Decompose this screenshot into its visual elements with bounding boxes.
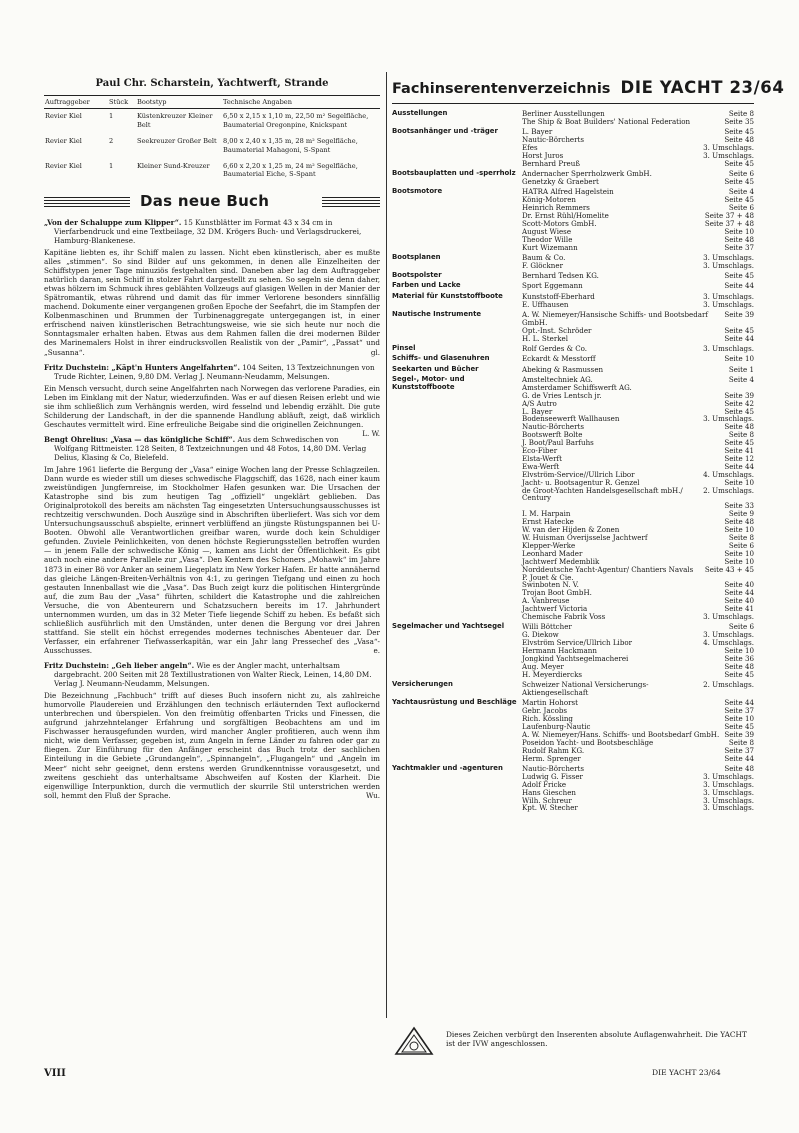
advertiser-name: Rich. Kössling	[522, 714, 573, 724]
list-item	[522, 301, 754, 309]
advertiser-name: Klepper-Werke	[522, 540, 576, 550]
header-rule-left	[44, 197, 130, 207]
review-book-title: Bengt Ohrelius: „Vasa — das königliche Schiff“.	[44, 434, 236, 444]
col-qty-header: Stück	[108, 96, 136, 109]
page-reference: Seite 8	[728, 430, 754, 440]
list-item	[522, 804, 754, 812]
category-entries	[522, 699, 754, 762]
directory-category	[392, 699, 754, 762]
directory-category	[392, 366, 754, 374]
category-name: Segelmacher und Yachtsegel	[392, 622, 505, 631]
advertiser-name: Eco-Fiber	[522, 446, 558, 456]
page-reference: Seite 10	[724, 525, 754, 535]
directory-category	[392, 765, 754, 812]
page-reference: Seite 9	[728, 509, 754, 519]
page-reference: Seite 48	[724, 763, 754, 773]
advertiser-name: Andernacher Sperrholzwerk GmbH.	[522, 169, 652, 179]
advertiser-name: Leonhard Mader	[522, 548, 583, 558]
advertiser-name: Bernhard Tedsen KG.	[522, 271, 599, 281]
list-item	[522, 160, 754, 168]
advertiser-name: A. Vanbreuse	[522, 596, 570, 606]
advertiser-name: Swinboten N. V.	[522, 580, 579, 590]
advertiser-name: H. L. Sterkel	[522, 333, 568, 343]
advertiser-name: W. Huisman Overijsselse Jachtwerf	[522, 533, 648, 542]
directory-category	[392, 110, 754, 126]
advertiser-name: G. de Vries Lentsch jr.	[522, 390, 602, 400]
page-reference: Seite 10	[724, 354, 754, 364]
directory-category	[392, 254, 754, 270]
list-item	[522, 335, 754, 343]
advertiser-directory	[392, 110, 754, 812]
advertiser-name: Ewa-Werft	[522, 461, 560, 471]
advertiser-name: Herm. Sprenger	[522, 753, 581, 763]
ivw-text: Dieses Zeichen verbürgt den Inserenten absolute Auflagenwahrheit. Die YACHT ist der IVW angeschlossen.	[446, 1030, 747, 1048]
shipyard-title: Paul Chr. Scharstein, Yachtwerft, Strande	[95, 78, 329, 89]
page-reference: Seite 6	[728, 622, 754, 632]
advertiser-name: König-Motoren	[522, 195, 576, 205]
cell-type: Seekreuzer Großer Belt	[137, 137, 217, 146]
advertiser-name: Ludwig G. Fisser	[522, 771, 583, 781]
page-reference: 3. Umschlags.	[703, 150, 754, 160]
table-row	[44, 134, 380, 159]
list-item	[522, 272, 754, 280]
table-row	[44, 159, 380, 184]
advertiser-name: Poseidon Yacht- und Bootsbeschläge	[522, 737, 654, 747]
page-reference: Seite 6	[728, 169, 754, 179]
review-book-title: Fritz Duchstein: „Käpt'n Hunters Angelfahrten“.	[44, 362, 240, 372]
list-item	[522, 487, 754, 503]
category-entries	[522, 272, 754, 280]
advertiser-name: Kurt Wizemann	[522, 242, 578, 252]
advertiser-name: Theodor Wille	[522, 234, 573, 244]
category-entries	[522, 293, 754, 309]
page-reference: Seite 44	[724, 698, 754, 708]
review-text: Ein Mensch versucht, durch seine Angelfahrten nach Norwegen das verlorene Paradies, ein Leben im Einklang mit der Natur, wiederzufinden. Was er auf diesen Reisen erlebt und wie sie ihm schließlich zum Verhängnis werden, wird fesselnd und lebendig erzählt. Die gute Schilderung der Landschaft, in der die spannende Handlung abläuft, zeigt, daß wirklich Geschautes vermittelt wird. Eine erfreuliche Beigabe sind die originellen Zeichnungen.	[44, 383, 380, 429]
page-reference: 2. Umschlags.	[703, 485, 754, 495]
category-name: Nautische Instrumente	[392, 309, 482, 318]
advertiser-name: Elvström-Service//Ullrich Libor	[522, 469, 635, 479]
page-reference: Seite 4	[728, 187, 754, 197]
cell-type: Küstenkreuzer Kleiner Belt	[137, 112, 213, 129]
page-reference: Seite 44	[724, 588, 754, 598]
advertiser-name: Efes	[522, 143, 538, 153]
review-text: Im Jahre 1961 lieferte die Bergung der „Vasa“ einige Wochen lang der Presse Schlagzeilen. Dann wurde es wieder still um dieses schwedische Flaggschiff, das 1628, nach einer kaum zweistündigen Jungfernreise, im Stockholmer Hafen gesunken war. Die Ursachen der Katastrophe sind bis zum heutigen Tag „offiziell“ ungeklärt geblieben. Das Originalprotokoll des bereits am nächsten Tag eingesetzten Untersuchungsausschusses ist rechtzeitig verschwunden. Doch Auszüge sind in Abschriften überliefert. Was sich vor dem Untersuchungsausschuß abspielte, erinnert verblüffend an jüngste Rüstungspannen bei U-Booten. Obwohl alle Verantwortlichen greifbar waren, wurde doch kein Schuldiger gefunden. Zuviele Peinlichkeiten, von denen höchste Regierungsstellen betroffen wurden — in jenem Falle der schwedische König —, kamen ans Licht der Öffentlichkeit. Es gibt auch noch eine andere Parallele zur „Vasa“. Den Kentern des Schoners „Mohawk“ im Jahre 1873 in einer Bö vor Anker an seinem Liegeplatz im New Yorker Hafen. Er hatte annähernd das gleiche Längen-Breiten-Verhältnis von 4:1, zu geringen Tiefgang und einen zu hoch gestauten Innenballast wie die „Vasa“. Das Buch zeigt kurz die politischen Hintergründe auf, die zum Bau der „Vasa“ führten, schildert die Katastrophe und die zahlreichen Versuche, die von Abenteurern und Schatzsuchern bereits im 17. Jahrhundert unternommen wurden, um das in 32 Meter Tiefe liegende Schiff zu heben. Es befaßt sich schließlich ausführlich mit den Umständen, unter denen die Bergung vor drei Jahren stattfand. Sie stellt ein höchst erregendes modernes technisches Abenteuer dar. Der Verfasser, ein erfahrener Tiefwasserkapitän, war ein Jahr lang Pressechef des „Vasa“-Ausschusses.	[44, 465, 380, 655]
advertiser-name: A. W. Niemeyer/Hans. Schiffs- und Bootsbedarf GmbH.	[522, 729, 720, 739]
list-item	[522, 262, 754, 270]
category-entries	[522, 355, 754, 363]
page-reference: Seite 45	[724, 195, 754, 205]
cell-client: Revier Kiel	[45, 112, 82, 121]
advertiser-name: Berliner Ausstellungen	[522, 109, 605, 118]
review-text: Die Bezeichnung „Fachbuch“ trifft auf dieses Buch insofern nicht zu, als zahlreiche humorvolle Plaudereien und Erzählungen den technisch erläuternden Text auflockernd unterbrechen und überspielen. Von den freimütig offenbarten Tricks und Finessen, die aufgrund jahrzehntelanger Erfahrung und sorgfältigen Beobachtens am und im Fischwasser herausgefunden wurden, wird mancher Angler profitieren, auch wenn ihm nicht, wie dem Verfasser, gegeben ist, zum Angeln in ferne Länder zu fahren oder gar zu fliegen. Zur Einführung für den Anfänger erscheint das Buch trotz der sachlichen Einteilung in die Gebiete „Grundangeln“, „Spinnangeln“, „Flugangeln“ und „Angeln im Meer“ nicht sehr geeignet, denn erstens werden Grundkenntnisse vorausgesetzt, und zweitens geschieht das unterhaltsame Abschweifen auf Kosten der Klarheit. Die eigenwillige Interpunktion, durch die vermutlich der skurrile Stil unterstrichen werden soll, hemmt den Fluß der Sprache.	[44, 691, 380, 800]
advertiser-name: Hermann Hackmann	[522, 646, 597, 656]
page-reference: Seite 39	[724, 309, 754, 319]
page-reference: Seite 41	[724, 446, 754, 456]
advertiser-name: Dr. Ernst Rühl/Homelite	[522, 211, 609, 221]
category-name: Seekarten und Bücher	[392, 364, 479, 373]
page-reference: Seite 33	[724, 501, 754, 511]
advertiser-name: Bootswerft Bolte	[522, 430, 583, 440]
advertiser-name: Ernst Hatecke	[522, 517, 574, 527]
advertiser-name: Eckardt & Messtorff	[522, 354, 596, 364]
page-reference: Seite 1	[728, 364, 754, 374]
col-specs-header: Technische Angaben	[222, 96, 380, 109]
advertiser-name: Amsteltechniek AG.	[522, 374, 593, 384]
advertiser-name: Jachtwerf Medemblik	[522, 556, 600, 566]
list-item	[522, 400, 754, 408]
category-entries	[522, 366, 754, 374]
page-reference: Seite 45	[724, 158, 754, 168]
advertiser-name: Trojan Boot GmbH.	[522, 588, 592, 598]
page-reference: 3. Umschlags.	[703, 260, 754, 270]
page-reference: Seite 10	[724, 226, 754, 236]
directory-category	[392, 293, 754, 309]
advertiser-name: Jachtwerf Victoria	[522, 604, 588, 614]
page-reference: 4. Umschlags.	[703, 469, 754, 479]
heading-rule	[392, 103, 754, 104]
advertiser-name: Aug. Meyer	[522, 661, 564, 671]
page-reference: Seite 10	[724, 548, 754, 558]
list-item	[522, 366, 754, 374]
header-rule-right	[322, 197, 380, 207]
page-reference: Seite 10	[724, 646, 754, 656]
page-reference: Seite 45	[724, 325, 754, 335]
directory-category	[392, 681, 754, 697]
page-reference: 2. Umschlags.	[703, 680, 754, 690]
category-name: Bootspolster	[392, 271, 442, 280]
list-item	[522, 178, 754, 186]
advertiser-name: Opt.-Inst. Schröder	[522, 325, 592, 335]
directory-category	[392, 345, 754, 353]
advertiser-name: Elsta-Werft	[522, 453, 562, 463]
page-reference: Seite 37	[724, 242, 754, 252]
list-item	[522, 118, 754, 126]
cell-qty: 2	[109, 137, 114, 146]
page-reference: 3. Umschlags.	[703, 252, 754, 262]
category-entries	[522, 282, 754, 290]
category-entries	[522, 376, 754, 621]
col-type-header: Bootstyp	[136, 96, 222, 109]
advertiser-name: Gebr. Jacobs	[522, 706, 568, 716]
page-reference: Seite 43 + 45	[704, 564, 754, 574]
advertiser-name: Genetzky & Graebert	[522, 177, 599, 187]
page-number: VIII	[44, 1068, 66, 1079]
page-reference: 3. Umschlags.	[703, 414, 754, 424]
cell-specs: 6,50 x 2,15 x 1,10 m, 22,50 m² Segelfläche, Baumaterial Oregonpine, Knickspant	[223, 112, 369, 129]
orders-header-row	[44, 96, 380, 109]
category-name: Bootsplanen	[392, 252, 441, 261]
advertiser-name: Adolf Fricke	[522, 779, 567, 789]
page-reference: Seite 4	[728, 374, 754, 384]
advertiser-name: J. Boot/Paul Barfuhs	[522, 438, 594, 448]
advertiser-name: Nautic-Börcherts	[522, 763, 584, 773]
cell-type: Kleiner Sund-Kreuzer	[137, 162, 210, 171]
category-entries	[522, 110, 754, 126]
advertiser-name: Heinrich Remmers	[522, 203, 590, 213]
advertiser-name: A/S Autro	[522, 398, 557, 408]
page-reference: Seite 8	[728, 109, 754, 118]
review-publication-info: 15 Kunstblätter im Format 43 x 34 cm in Vierfarbendruck und eine Textbeilage, 32 DM. Krögers Buch- und Verlagsdruckerei, Hamburg-Blankenese.	[54, 217, 362, 245]
advertiser-name: Laufenburg-Nautic	[522, 722, 591, 732]
col-client-header: Auftraggeber	[44, 96, 108, 109]
advertiser-name: Hans Gieschen	[522, 787, 576, 797]
list-item	[522, 311, 754, 327]
page-reference: 3. Umschlags.	[703, 803, 754, 813]
advertiser-name: August Wiese	[522, 226, 572, 236]
advertiser-name: Amsterdamer Schiffswerft AG.	[522, 382, 632, 392]
advertiser-name: Abeking & Rasmussen	[522, 364, 604, 374]
review-book-title: Fritz Duchstein: „Geh lieber angeln“.	[44, 661, 195, 670]
category-name: Pinsel	[392, 343, 416, 352]
cell-specs: 8,00 x 2,40 x 1,35 m, 28 m² Segelfläche, Baumaterial Mahagoni, S-Spant	[223, 137, 358, 154]
advertiser-name: Horst Juros	[522, 150, 564, 160]
category-name: Versicherungen	[392, 680, 453, 689]
page-reference: Seite 45	[724, 271, 754, 281]
directory-heading	[392, 78, 785, 97]
advertiser-name: W. van der Hijden & Zonen	[522, 525, 620, 535]
category-entries	[522, 681, 754, 697]
review-heading	[44, 218, 380, 245]
review-signature: e.	[373, 645, 380, 655]
page-reference: Seite 37	[724, 706, 754, 716]
review-signature: Wu.	[365, 790, 380, 800]
book-section-header	[44, 192, 380, 214]
directory-category	[392, 128, 754, 168]
list-item	[522, 671, 754, 679]
advertiser-name: HATRA Alfred Hagelstein	[522, 187, 614, 197]
column-divider	[386, 72, 387, 1018]
page-reference: Seite 44	[724, 333, 754, 343]
page-reference: 3. Umschlags.	[703, 630, 754, 640]
page-reference: Seite 37	[724, 745, 754, 755]
review-body	[44, 691, 380, 800]
page-reference: Seite 40	[724, 596, 754, 606]
page-reference: Seite 40	[724, 580, 754, 590]
list-item	[522, 566, 754, 582]
advertiser-name: G. Diekow	[522, 630, 559, 640]
page-reference: Seite 10	[724, 556, 754, 566]
page-reference: Seite 45	[724, 177, 754, 187]
advertiser-name: Jacht- u. Bootsagentur R. Genzel	[522, 477, 640, 487]
category-name: Yachtausrüstung und Beschläge	[392, 698, 517, 707]
page-reference: Seite 45	[724, 669, 754, 679]
page-reference: Seite 8	[728, 737, 754, 747]
advertiser-name: Wilh. Schreur	[522, 795, 572, 805]
advertiser-name: Rudolf Rahm KG.	[522, 745, 585, 755]
category-name: Material für Kunststoffboote	[392, 291, 503, 300]
review-publication-info: Aus dem Schwedischen von Wolfgang Rittmeister. 128 Seiten, 8 Textzeichnungen und 48 Fotos, 14,80 DM. Verlag Delius, Klasing & Co, Bielefeld.	[54, 434, 367, 462]
category-name: Yachtmakler und -agenturen	[392, 763, 503, 772]
page-reference: Seite 37 + 48	[704, 211, 754, 221]
page-reference: Seite 45	[724, 722, 754, 732]
page-reference: 3. Umschlags.	[703, 291, 754, 301]
list-item	[522, 345, 754, 353]
category-entries	[522, 254, 754, 270]
book-section-title: Das neue Buch	[140, 191, 270, 210]
page-reference: Seite 42	[724, 398, 754, 408]
advertiser-name: Baum & Co.	[522, 252, 566, 262]
cell-qty: 1	[109, 162, 114, 171]
page-reference: Seite 8	[728, 533, 754, 542]
page-reference: Seite 48	[724, 422, 754, 432]
category-name: Schiffs- und Glasenuhren	[392, 354, 490, 363]
advertiser-name: Nautic-Börcherts	[522, 135, 584, 145]
directory-category	[392, 376, 754, 621]
page-reference: Seite 39	[724, 729, 754, 739]
advertiser-name: L. Bayer	[522, 406, 553, 416]
page-reference: Seite 45	[724, 438, 754, 448]
page-reference: Seite 37 + 48	[704, 218, 754, 228]
cell-qty: 1	[109, 112, 114, 121]
list-item	[522, 244, 754, 252]
advertiser-name: E. Uffhausen	[522, 299, 569, 309]
category-name: Farben und Lacke	[392, 281, 461, 290]
page-reference: Seite 48	[724, 517, 754, 527]
advertiser-name: Rolf Gerdes & Co.	[522, 343, 588, 353]
advertiser-name: F. Glöckner	[522, 260, 563, 270]
category-name: Bootsmotore	[392, 187, 443, 196]
review-body	[44, 465, 380, 655]
page-reference: Seite 48	[724, 234, 754, 244]
directory-category	[392, 272, 754, 280]
category-name: Bootsanhänger und -träger	[392, 127, 498, 136]
page-reference: 3. Umschlags.	[703, 787, 754, 797]
page-reference: Seite 6	[728, 203, 754, 213]
list-item	[522, 355, 754, 363]
review-heading	[44, 363, 380, 381]
advertiser-name: I. M. Harpain	[522, 509, 571, 519]
cell-client: Revier Kiel	[45, 137, 82, 146]
page-reference: 3. Umschlags.	[703, 779, 754, 789]
category-entries	[522, 188, 754, 251]
cell-client: Revier Kiel	[45, 162, 82, 171]
table-row	[44, 109, 380, 134]
category-entries	[522, 345, 754, 353]
category-entries	[522, 128, 754, 168]
directory-category	[392, 311, 754, 343]
page-reference: 3. Umschlags.	[703, 299, 754, 309]
list-item	[522, 681, 754, 697]
review-signature: gl.	[370, 347, 380, 357]
advertiser-name: Jongkind Yachtsegelmacherei	[522, 653, 629, 663]
advertiser-name: Bernhard Preuß	[522, 158, 581, 168]
list-item	[522, 755, 754, 763]
advertiser-name: Scott-Motors GmbH.	[522, 218, 597, 228]
page-reference: Seite 6	[728, 540, 754, 550]
review-book-title: „Von der Schaluppe zum Klipper“.	[44, 217, 182, 227]
book-reviews	[44, 218, 380, 800]
advertiser-name: Martin Hohorst	[522, 698, 579, 708]
right-column	[392, 78, 785, 815]
review-signature: L. W.	[362, 428, 380, 438]
advertiser-name: Bodenseewerft Wallhausen	[522, 414, 620, 424]
issue-title: DIE YACHT 23/64	[620, 78, 785, 97]
directory-category	[392, 188, 754, 251]
page-reference: Seite 44	[724, 461, 754, 471]
directory-category	[392, 170, 754, 186]
page-reference: Seite 10	[724, 714, 754, 724]
review-body	[44, 248, 380, 357]
page-reference: Seite 36	[724, 653, 754, 663]
advertiser-name: L. Bayer	[522, 127, 553, 137]
page-reference: Seite 35	[724, 116, 754, 126]
advertiser-name: Sport Eggemann	[522, 281, 583, 291]
advertiser-name: Schweizer National Versicherungs-Aktiengesellschaft	[522, 680, 649, 697]
page-reference: Seite 48	[724, 135, 754, 145]
advertiser-name: Nautic-Börcherts	[522, 422, 584, 432]
orders-table	[44, 95, 380, 184]
advertiser-name: de Groot-Yachten Handelsgesellschaft mbH./ Century	[522, 485, 683, 503]
review-heading	[44, 661, 380, 688]
page-reference: 3. Umschlags.	[703, 343, 754, 353]
page-reference: 3. Umschlags.	[703, 795, 754, 805]
directory-category	[392, 623, 754, 678]
ivw-notice	[392, 1024, 754, 1058]
category-name: Bootsbauplatten und -sperrholz	[392, 169, 516, 178]
page-reference: Seite 12	[724, 453, 754, 463]
review-publication-info: Wie es der Angler macht, unterhaltsam dargebracht. 200 Seiten mit 28 Textillustrationen von Walter Rieck, Leinen, 14,80 DM. Verlag J. Neumann-Neudamm, Melsungen.	[54, 661, 372, 689]
advertiser-name: The Ship & Boat Builders' National Federation	[522, 116, 691, 126]
advertiser-name: Kpt. W. Stecher	[522, 803, 578, 813]
page-reference: Seite 45	[724, 127, 754, 137]
page-reference: Seite 41	[724, 604, 754, 614]
left-column	[44, 78, 380, 806]
advertiser-name: Willi Böttcher	[522, 622, 572, 632]
category-entries	[522, 623, 754, 678]
page-reference: Seite 10	[724, 477, 754, 487]
ivw-seal-icon	[394, 1026, 434, 1056]
category-entries	[522, 170, 754, 186]
advertiser-name: Chemische Fabrik Voss	[522, 612, 606, 622]
directory-category	[392, 355, 754, 363]
page-reference: 3. Umschlags.	[703, 143, 754, 153]
category-name: Segel-, Motor- und Kunststoffboote	[392, 374, 465, 391]
footer-issue: DIE YACHT 23/64	[652, 1068, 721, 1077]
advertiser-name: A. W. Niemeyer/Hansische Schiffs- und Bootsbedarf GmbH.	[522, 309, 709, 327]
page-reference: Seite 48	[724, 661, 754, 671]
directory-title: Fachinserentenverzeichnis	[392, 81, 611, 97]
cell-specs: 6,60 x 2,20 x 1,25 m, 24 m² Segelfläche, Baumaterial Eiche, S-Spant	[223, 162, 358, 179]
advertiser-name: H. Meyerdiercks	[522, 669, 583, 679]
page-reference: 3. Umschlags.	[703, 771, 754, 781]
category-entries	[522, 311, 754, 343]
page-reference: Seite 44	[724, 753, 754, 763]
list-item	[522, 282, 754, 290]
review-text: Kapitäne liebten es, ihr Schiff malen zu lassen. Nicht eben künstlerisch, aber es mußte alles „stimmen“. So sind Bilder auf uns gekommen, in denen alle Einzelheiten der Schiffstypen jener Tage minuziös festgehalten sind. Daneben aber lag dem Auftraggeber natürlich daran, sein Schiff in stolzer Fahrt dargestellt zu sehen. So segeln sie denn daher, etwas hölzern im Schmuck ihres geblähten Vollzeugs auf glasigen Wellen in der Manier der Spätromantik, etwas rührend und damit das für immer Verlorene besonders sinnfällig machend. Dokumente einer vergangenen großen Epoche der Seefahrt, die im Stampfen der Kolbenmaschinen und Brummen der Turbinenaggregate untergegangen ist, in einer erfrischend naiven künstlerischen Betrachtungsweise, wie sie sich heute nur noch die Sonntagsmaler erhalten haben. Etwas aus dem Rahmen fallen die drei modernen Bilder des Marinemalers Holst in ihrer eindrucksvollen Realistik von der „Pamir“, „Passat“ und „Susanna“.	[44, 247, 380, 357]
page-reference: 4. Umschlags.	[703, 638, 754, 648]
page-reference: Seite 39	[724, 390, 754, 400]
category-name: Ausstellungen	[392, 109, 448, 117]
advertiser-name: Kunststoff-Eberhard	[522, 291, 595, 301]
list-item	[522, 613, 754, 621]
directory-category	[392, 282, 754, 290]
page-reference: Seite 45	[724, 406, 754, 416]
page-reference: Seite 44	[724, 281, 754, 291]
advertiser-name: Elvström Service/Ullrich Libor	[522, 638, 633, 648]
page-reference: 3. Umschlags.	[703, 612, 754, 622]
advertiser-name: Norddeutsche Yacht-Agentur/ Chantiers Navals P. Jouet & Cie.	[522, 564, 694, 582]
review-body	[44, 383, 380, 438]
review-heading	[44, 435, 380, 462]
category-entries	[522, 765, 754, 812]
review-publication-info: 104 Seiten, 13 Textzeichnungen von Trude Richter, Leinen, 9,80 DM. Verlag J. Neumann-Neudamm, Melsungen.	[54, 362, 375, 381]
